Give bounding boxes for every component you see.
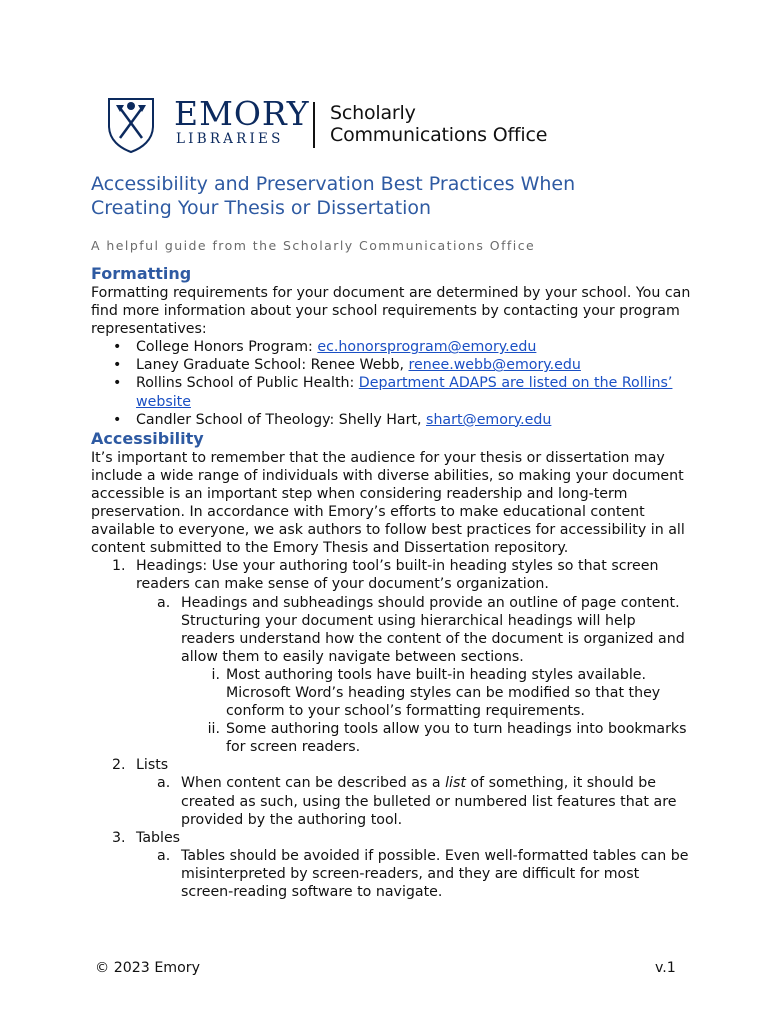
list-item-text: Some authoring tools allow you to turn headings into bookmarks for screen readers. <box>226 721 687 756</box>
list-item-text-italic: list <box>445 775 466 792</box>
contact-label: Laney Graduate School: Renee Webb, <box>136 357 409 374</box>
contact-link[interactable]: ec.honorsprogram@emory.edu <box>317 339 537 356</box>
list-item-text: Lists <box>136 757 169 774</box>
list-item <box>91 666 691 720</box>
accessibility-paragraph: It’s important to remember that the audience for your thesis or dissertation may include a wide range of individuals with diverse abilities, so making your document accessible is an important step when considering readership and long-term preservation. In accordance with Emory’s efforts to make educational content available to everyone, we ask authors to follow best practices for accessibility in all content submitted to the Emory Thesis and Dissertation repository. <box>91 449 685 557</box>
emory-shield-icon <box>106 96 156 154</box>
contact-link[interactable]: Department ADAPS are listed on the Rollins’ website <box>136 375 673 410</box>
list-item <box>91 356 691 374</box>
list-item <box>91 374 691 410</box>
list-item <box>91 557 691 593</box>
office-name-line1: Scholarly <box>330 102 416 124</box>
list-item <box>91 338 691 356</box>
list-item <box>91 594 691 666</box>
contact-link[interactable]: shart@emory.edu <box>426 411 552 428</box>
list-number: 2. <box>112 757 126 774</box>
list-number: a. <box>157 594 171 611</box>
contact-list <box>91 338 691 428</box>
bullet-icon: • <box>113 357 122 374</box>
list-number: a. <box>157 847 171 864</box>
document-title <box>91 172 691 220</box>
list-item <box>91 720 691 756</box>
formatting-paragraph: Formatting requirements for your document are determined by your school. You can find more information about your school requirements by contacting your program representatives: <box>91 285 691 338</box>
footer-version: v.1 <box>655 960 676 976</box>
section-heading-accessibility: Accessibility <box>91 428 204 448</box>
list-item-text: Tables <box>136 829 181 846</box>
document-body <box>91 264 691 901</box>
list-item-text: Tables should be avoided if possible. Even well-formatted tables can be misinterpreted by screen-readers, and they are difficult for most screen-reading software to navigate. <box>181 847 689 900</box>
section-heading-formatting: Formatting <box>91 264 192 283</box>
list-item-text-before: When content can be described as a <box>181 775 446 792</box>
logo-divider <box>313 102 315 148</box>
list-item <box>91 829 691 847</box>
list-number: a. <box>157 775 171 792</box>
list-item <box>91 411 691 429</box>
list-item <box>91 756 691 774</box>
footer-copyright: © 2023 Emory <box>95 960 201 976</box>
contact-label: Rollins School of Public Health: <box>136 375 359 392</box>
list-item-text-after: of something, it should be created as such, using the bulleted or numbered list features that are provided by the authoring tool. <box>181 775 677 828</box>
contact-label: Candler School of Theology: Shelly Hart, <box>136 411 427 428</box>
brand-name: EMORY <box>174 94 310 133</box>
list-number: 3. <box>112 829 126 846</box>
list-item-text: Headings and subheadings should provide an outline of page content. Structuring your document using hierarchical headings will help readers understand how the content of the document is organized and allow them to easily navigate between sections. <box>181 594 685 665</box>
list-number: ii. <box>207 721 220 738</box>
contact-label: College Honors Program: <box>136 339 318 356</box>
title-line-1: Accessibility and Preservation Best Practices When <box>91 173 576 195</box>
list-item <box>91 847 691 901</box>
list-number: i. <box>211 666 220 683</box>
contact-link[interactable]: renee.webb@emory.edu <box>408 357 581 374</box>
bullet-icon: • <box>113 339 122 356</box>
list-item-text: Most authoring tools have built-in heading styles available. Microsoft Word’s heading styles can be modified so that they conform to your school’s formatting requirements. <box>226 666 661 720</box>
title-line-2: Creating Your Thesis or Dissertation <box>91 197 432 219</box>
office-name-line2: Communications Office <box>330 124 548 146</box>
document-subtitle: A helpful guide from the Scholarly Communications Office <box>91 238 536 253</box>
bullet-icon: • <box>113 375 122 392</box>
list-item <box>91 774 691 828</box>
list-number: 1. <box>112 558 126 575</box>
brand-subname: LIBRARIES <box>176 131 284 147</box>
bullet-icon: • <box>113 411 122 428</box>
emory-libraries-logo <box>106 96 556 156</box>
list-item-text: Headings: Use your authoring tool’s built-in heading styles so that screen readers can make sense of your document’s organization. <box>136 558 659 593</box>
